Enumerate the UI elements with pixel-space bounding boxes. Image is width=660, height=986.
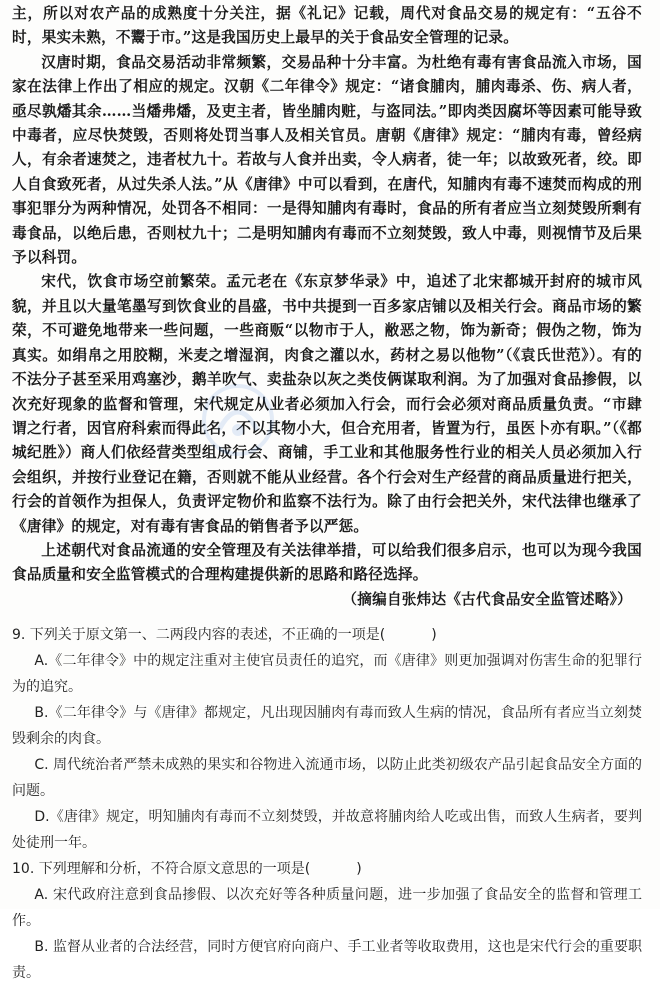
- question-10-stem-text: 10. 下列理解和分析，不符合原文意思的一项是(: [12, 861, 311, 878]
- question-9-option-d: D.《唐律》规定，明知脯肉有毒而不立刻焚毁，并故意将脯肉给人吃或出售，而致人生病者，要判处徒刑一年。: [12, 809, 642, 852]
- passage-paragraph-2: 汉唐时期，食品交易活动非常频繁，交易品种十分丰富。为杜绝有毒有害食品流入市场，国家在法律上作出了相应的规定。汉朝《二年律令》规定：“诸食脯肉，脯肉毒杀、伤、病人者，亟尽孰燔其余……当燔弗燔，及吏主者，皆坐脯肉赃，与盗同法。”即肉类因腐坏等因素可能导致中毒者，应尽快焚毁，否则将处罚当事人及相关官员。唐朝《唐律》规定：“脯肉有毒，曾经病人，有余者速焚之，违者杖九十。若故与人食并出卖，令人病者，徒一年；以故致死者，绞。即人自食致死者，从过失杀人法。”从《唐律》中可以看到，在唐代，知脯肉有毒不速焚而构成的刑事犯罪分为两种情况，处罚各不相同：一是得知脯肉有毒时，食品的所有者应当立刻焚毁所剩有毒食品，以绝后患，否则杖九十；二是明知脯肉有毒而不立刻焚毁，致人中毒，则视情节及后果予以科罚。: [12, 53, 642, 267]
- watermark-logo-icon: [200, 382, 276, 458]
- question-9: [12, 622, 642, 856]
- reading-passage: [12, 2, 642, 612]
- question-9-option-a: A.《二年律令》中的规定注重对主使官员责任的追究，而《唐律》则更加强调对伤害生命的犯罪行为的追究。: [12, 653, 642, 696]
- passage-paragraph-1: 主，所以对农产品的成熟度十分关注，据《礼记》记载，周代对食品交易的规定有：“五谷不时，果实未熟，不鬻于市。”这是我国历史上最早的关于食品安全管理的记录。: [12, 5, 642, 47]
- question-9-option-b: B.《二年律令》与《唐律》都规定，凡出现因脯肉有毒而致人生病的情况，食品所有者应当立刻焚毁剩余的肉食。: [12, 705, 642, 748]
- passage-paragraph-4: 上述朝代对食品流通的安全管理及有关法律举措，可以给我们很多启示，也可以为现今我国食品质量和安全监管模式的合理构建提供新的思路和路径选择。: [12, 541, 642, 584]
- question-10-option-b: B. 监督从业者的合法经营，同时方便官府向商户、手工业者等收取费用，这也是宋代行会的重要职责。: [12, 939, 642, 982]
- question-10-option-a: A. 宋代政府注意到食品掺假、以次充好等各种质量问题，进一步加强了食品安全的监督和管理工作。: [12, 887, 642, 930]
- question-9-stem: [12, 622, 642, 648]
- question-10-stem: [12, 856, 642, 882]
- question-9-option-c: C. 周代统治者严禁未成熟的果实和谷物进入流通市场，以防止此类初级农产品引起食品安全方面的问题。: [12, 757, 642, 800]
- passage-paragraph-3: 宋代，饮食市场空前繁荣。孟元老在《东京梦华录》中，追述了北宋都城开封府的城市风貌，并且以大量笔墨写到饮食业的昌盛，书中共提到一百多家店铺以及相关行会。商品市场的繁荣，不可避免地带来一些问题，一些商贩“以物市于人，敝恶之物，饰为新奇；假伪之物，饰为真实。如绢帛之用胶糊，米麦之增湿润，肉食之灌以水，药材之易以他物”（《袁氏世范》）。有的不法分子甚至采用鸡塞沙，鹅羊吹气、卖盐杂以灰之类伎俩谋取利润。为了加强对食品掺假，以次充好现象的监督和管理，宋代规定从业者必须加入行会，而行会必须对商品质量负责。“市肆谓之行者，因官府科索而得此名，不以其物小大，但合充用者，皆置为行，虽医卜亦有职。”（《都城纪胜》）商人们依经营类型组成行会、商铺，手工业和其他服务性行业的相关人员必须加入行会组织，并按行业登记在籍，否则就不能从业经营。各个行会对生产经营的商品质量进行把关，行会的首领作为担保人，负责评定物价和监察不法行为。除了由行会把关外，宋代法律也继承了《唐律》的规定，对有毒有害食品的销售者予以严惩。: [12, 273, 642, 535]
- question-list: [12, 622, 642, 986]
- question-10: [12, 856, 642, 986]
- question-10-stem-close: ): [356, 861, 362, 878]
- question-9-stem-text: 9. 下列关于原文第一、二两段内容的表述，不正确的一项是(: [12, 627, 386, 644]
- question-9-stem-close: ): [431, 627, 437, 644]
- passage-source: （摘编自张炜达《古代食品安全监管述略》）: [342, 590, 632, 608]
